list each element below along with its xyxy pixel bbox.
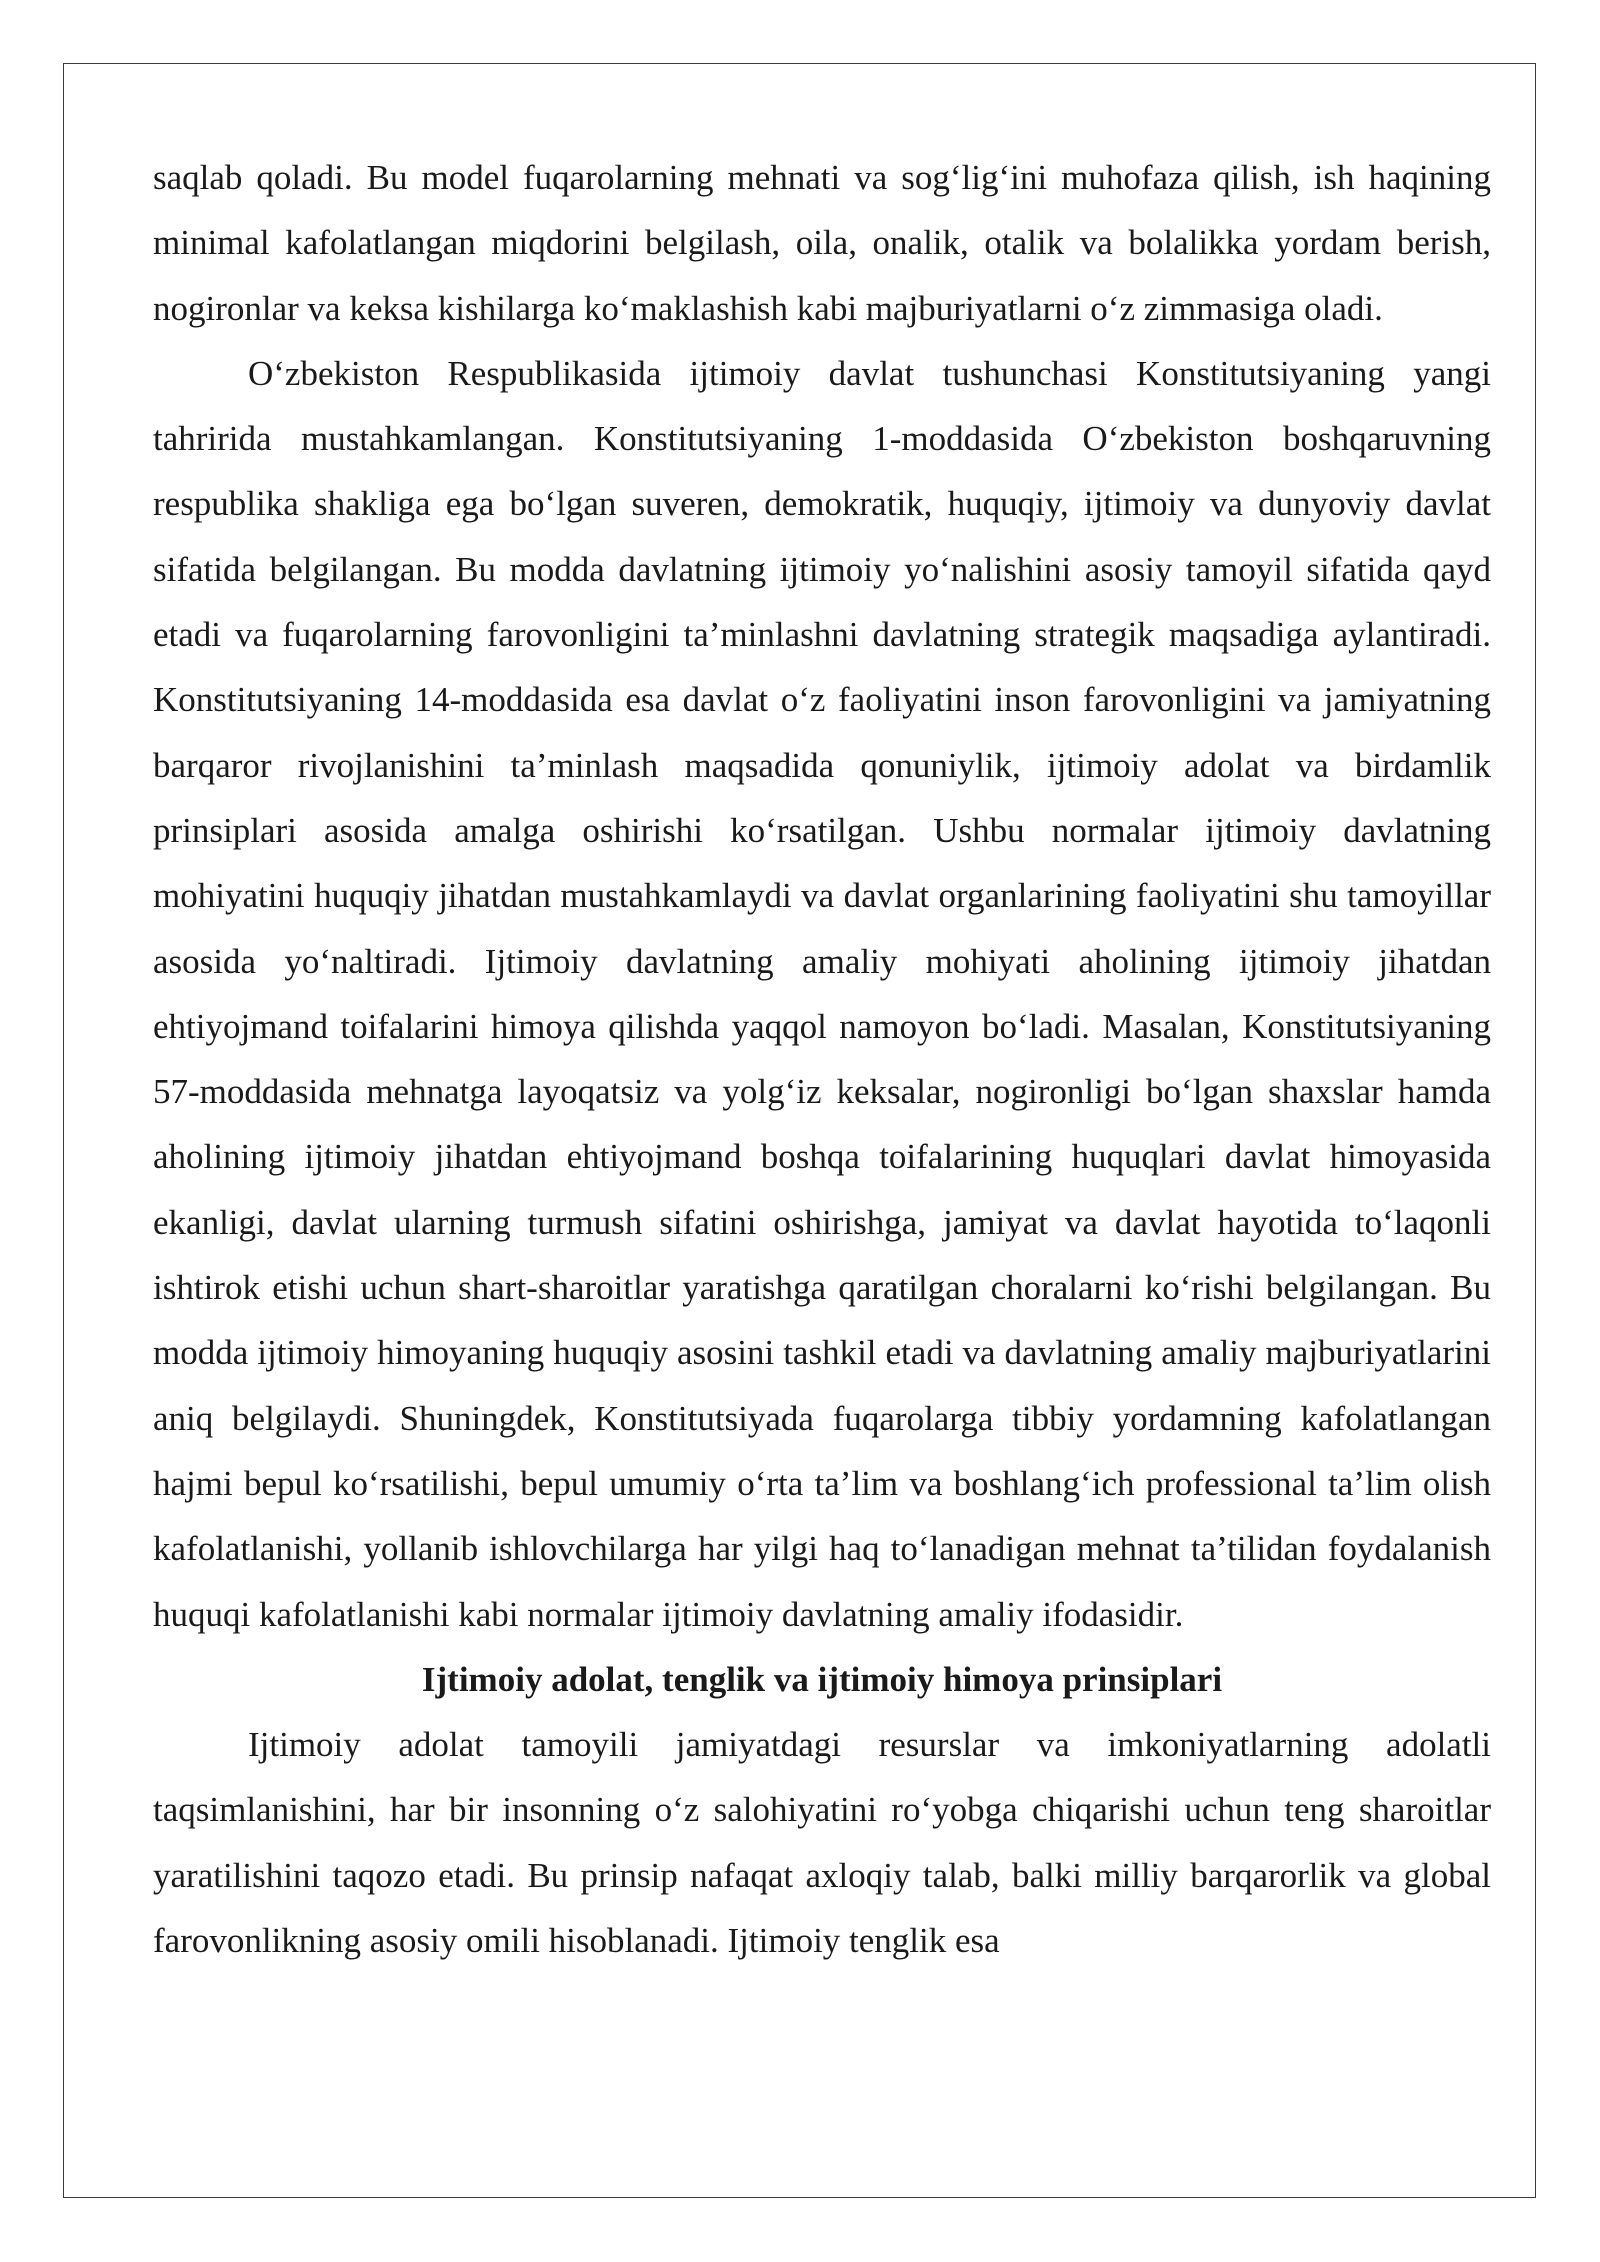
section-heading: Ijtimoiy adolat, tenglik va ijtimoiy himoya prinsiplari bbox=[421, 1659, 1223, 1699]
paragraph-constitution: O‘zbekiston Respublikasida ijtimoiy davlat tushunchasi Konstitutsiyaning yangi tahririda mustahkamlangan. Konstitutsiyaning 1-moddasida O‘zbekiston boshqaruvning respublika shakliga ega bo‘lgan suveren, demokratik, huquqiy, ijtimoiy va dunyoviy davlat sifatida belgilangan. Bu modda davlatning ijtimoiy yo‘nalishini asosiy tamoyil sifatida qayd etadi va fuqarolarning farovonligini ta’minlashni davlatning strategik maqsadiga aylantiradi. Konstitutsiyaning 14-moddasida esa davlat o‘z faoliyatini inson farovonligini va jamiyatning barqaror rivojlanishini ta’minlash maqsadida qonuniylik, ijtimoiy adolat va birdamlik prinsiplari asosida amalga oshirishi ko‘rsatilgan. Ushbu normalar ijtimoiy davlatning mohiyatini huquqiy jihatdan mustahkamlaydi va davlat organlarining faoliyatini shu tamoyillar asosida yo‘naltiradi. Ijtimoiy davlatning amaliy mohiyati aholining ijtimoiy jihatdan ehtiyojmand toifalarini himoya qilishda yaqqol namoyon bo‘ladi. Masalan, Konstitutsiyaning 57-moddasida mehnatga layoqatsiz va yolg‘iz keksalar, nogironligi bo‘lgan shaxslar hamda aholining ijtimoiy jihatdan ehtiyojmand boshqa toifalarining huquqlari davlat himoyasida ekanligi, davlat ularning turmush sifatini oshirishga, jamiyat va davlat hayotida to‘laqonli ishtirok etishi uchun shart-sharoitlar yaratishga qaratilgan choralarni ko‘rishi belgilangan. Bu modda ijtimoiy himoyaning huquqiy asosini tashkil etadi va davlatning amaliy majburiyatlarini aniq belgilaydi. Shuningdek, Konstitutsiyada fuqarolarga tibbiy yordamning kafolatlangan hajmi bepul ko‘rsatilishi, bepul umumiy o‘rta ta’lim va boshlang‘ich professional ta’lim olish kafolatlanishi, yollanib ishlovchilarga har yilgi haq to‘lanadigan mehnat ta’tilidan foydalanish huquqi kafolatlanishi kabi normalar ijtimoiy davlatning amaliy ifodasidir. bbox=[153, 353, 1491, 1634]
paragraph-social-justice: Ijtimoiy adolat tamoyili jamiyatdagi resurslar va imkoniyatlarning adolatli taqsimlanishini, har bir insonning o‘z salohiyatini ro‘yobga chiqarishi uchun teng sharoitlar yaratilishini taqozo etadi. Bu prinsip nafaqat axloqiy talab, balki milliy barqarorlik va global farovonlikning asosiy omili hisoblanadi. Ijtimoiy tenglik esa bbox=[153, 1725, 1491, 1961]
paragraph-continuation: saqlab qoladi. Bu model fuqarolarning mehnati va sog‘lig‘ini muhofaza qilish, ish haqining minimal kafolatlangan miqdorini belgilash, oila, onalik, otalik va bolalikka yordam berish, nogironlar va keksa kishilarga ko‘maklashish kabi majburiyatlarni o‘z zimmasiga oladi. bbox=[153, 158, 1491, 328]
document-body bbox=[153, 145, 1491, 1973]
